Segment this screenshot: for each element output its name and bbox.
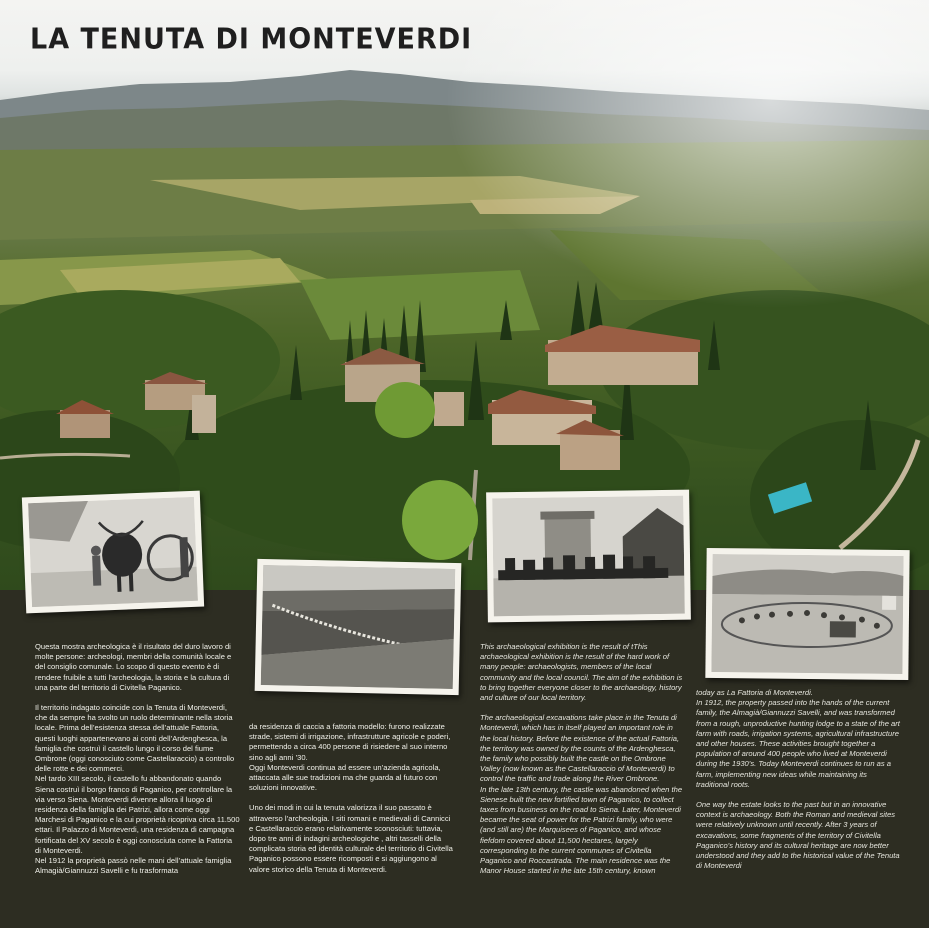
italian-text-column-1 <box>35 642 240 886</box>
italian-paragraph-history: Il territorio indagato coincide con la Tenuta di Monteverdi, che da sempre ha svolto un ruolo determinante nella storia locale. Prima dell’esistenza stessa dell’attuale Fattoria, questi luoghi appartenevano ai conti dell’Ardenghesca, la famiglia che costruì il castello lungo il corso del fiume Ombrone (oggi conosciuto come Castellaraccio) a controllo delle rotte e dei commerci. Nel tardo XIII secolo, il castello fu abbandonato quando Siena costruì il borgo franco di Paganico, per controllare la via verso Siena. Monteverdi divenne allora il luogo di residenza della famiglia dei Patrizi, allora come oggi Marchesi di Paganico e la cui proprietà ricopriva circa 11.500 ettari. Il Palazzo di Monteverdi, una residenza di campagna fortificata del XV secolo è oggi conosciuta come la Fattoria di Monteverdi. Nel 1912 la proprietà passò nelle mani dell’attuale famiglia Almagià/Giannuzzi Savelli e fu trasformata <box>35 703 240 876</box>
italian-paragraph-intro: Questa mostra archeologica è il risultato del duro lavoro di molte persone: archeologi, membri della comunità locale e del consiglio comunale. Lo scopo di questo evento è di rendere fruibile a tutti l’archeologia, la storia e la cultura di una parte del territorio di Civitella Paganico. <box>35 642 232 692</box>
ox-cart-image <box>28 497 198 607</box>
english-paragraph-history: The archaeological excavations take place in the Tenuta di Monteverdi, which has in itself played an important role in the local history. Before the existence of the actual Fattoria, the territory was owned by the counts of the Ardenghesca, the family who possibly built the castle on the Ombrone Valley (now known as the Castellaraccio of Monteverdi) to control the traffic and trade along the River Ombrone. In the late 13th century, the castle was abandoned when the Sienese built the new fortified town of Paganico, to collect taxes from business on the road to Siena. Later, Monteverdi became the seat of power for the Patrizi family, who were (and still are) the Marquisees of Paganico, and whose fiefdom covered about 11,500 hectares, largely corresponding to the current communes of Civitella Paganico and Roccastrada. The main residence was the Manor House started in the late 15th century, known <box>480 713 683 876</box>
harvest-field-image <box>261 565 455 689</box>
vintage-photo-horsemen <box>486 490 691 623</box>
english-paragraph-intro: This archaeological exhibition is the result of tThis archaeological exhibition is the result of the hard work of many people: archaeologists, members of the local community and the local council. The aim of the exhibition is to bring together everyone closer to the archaeology, history and culture of our local territory. <box>480 642 683 703</box>
english-text-column-2 <box>696 688 900 881</box>
vintage-photo-harvest-field <box>255 559 462 695</box>
english-paragraph-archaeology: One way the estate looks to the past but in an innovative context is archaeology. Both the Roman and medieval sites were relatively unknown until recently. After 3 years of excavations, some fragments of the territory of Civitella Paganico’s history and its cultural heritage are now better understood and they add to the historical value of the Tenuta di Monteverdi <box>696 800 900 871</box>
page-title: LA TENUTA DI MONTEVERDI <box>30 23 473 56</box>
vintage-photo-threshing <box>705 548 909 680</box>
english-paragraph-farm: today as La Fattoria di Monteverdi. In 1912, the property passed into the hands of the current family, the Almagià/Giannuzzi Savelli, and was transformed from a rough, unproductive hunting lodge to a state of the art farm with roads, irrigation systems, agricultural infrastructure and other houses. These activities brought together a population of around 400 people who lived at Monteverdi during the 1930’s. Today Monteverdi continues to run as a farm, implementing new ideas while maintaining its traditional roots. <box>696 688 900 789</box>
horsemen-image <box>492 496 685 617</box>
vintage-photo-ox-cart <box>22 491 204 614</box>
threshing-image <box>711 554 903 674</box>
english-text-column-1 <box>480 642 684 886</box>
italian-paragraph-archaeology: Uno dei modi in cui la tenuta valorizza il suo passato è attraverso l’archeologia. I siti romani e medievali di Cannicci e Castellaraccio erano relativamente sconosciuti: tuttavia, dopo tre anni di indagini archeologiche , altri tasselli della complicata storia ed identità culturale del territorio di Civitella Paganico possono essere ricomposti e si aggiungono al valore storico della Tenuta di Monteverdi. <box>249 803 453 874</box>
italian-paragraph-farm: da residenza di caccia a fattoria modello: furono realizzate strade, sistemi di irrigazione, infrastrutture agricole e poderi, permettendo a circa 400 persone di risiedere al suo interno sino agli anni ’30. Oggi Monteverdi continua ad essere un’azienda agricola, attaccata alle sue tradizioni ma che guarda al futuro con soluzioni innovative. <box>249 722 451 793</box>
italian-text-column-2 <box>249 722 454 885</box>
